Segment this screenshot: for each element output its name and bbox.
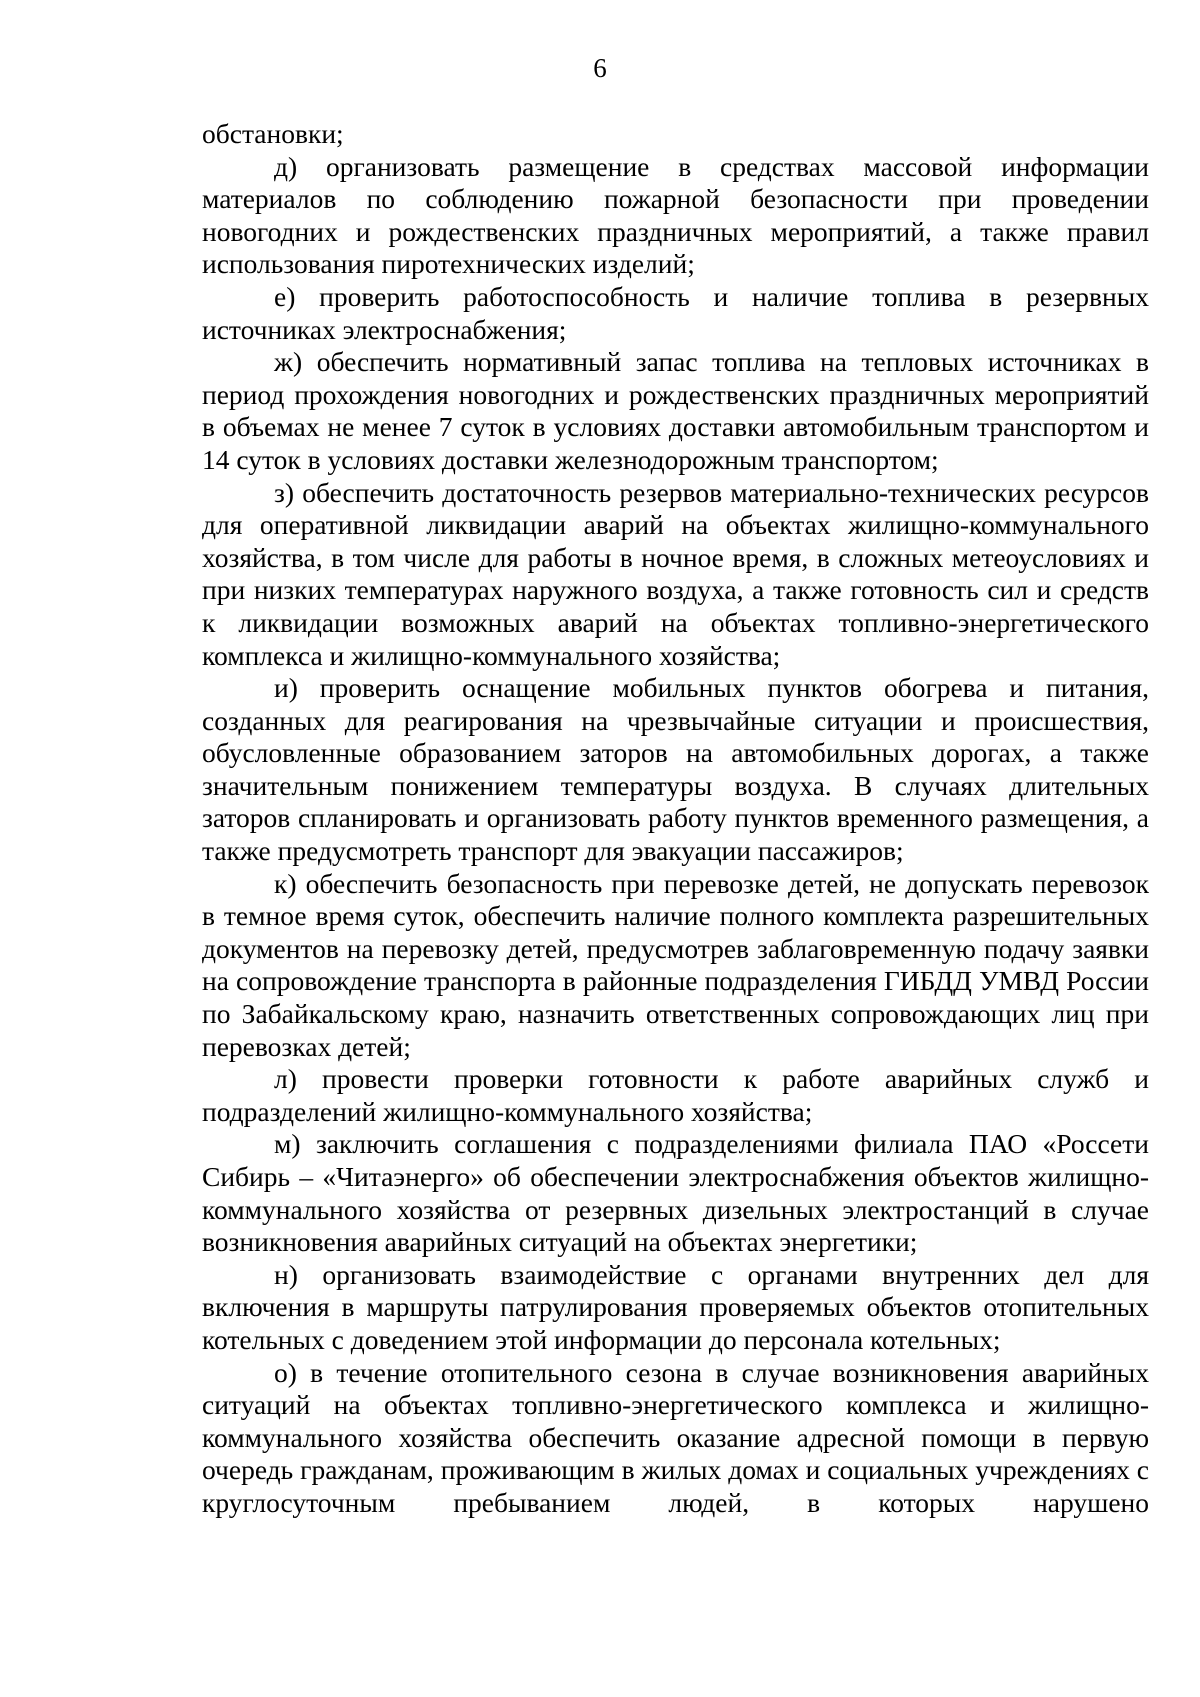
- paragraph-item-d: д) организовать размещение в средствах массовой информации материалов по соблюдению пожарной безопасности при проведении новогодних и рождественских праздничных мероприятий, а также правил использования пиротехнических изделий;: [202, 150, 1149, 280]
- paragraph-item-zh: ж) обеспечить нормативный запас топлива на тепловых источниках в период прохождения новогодних и рождественских праздничных мероприятий в объемах не менее 7 суток в условиях доставки автомобильным транспортом и 14 суток в условиях доставки железнодорожным транспортом;: [202, 346, 1149, 475]
- paragraph-continuation: обстановки;: [202, 118, 344, 149]
- paragraph-item-k: к) обеспечить безопасность при перевозке детей, не допускать перевозок в темное время суток, обеспечить наличие полного комплекта разрешительных документов на перевозку детей, предусмотрев заблаговременную подачу заявки на сопровождение транспорта в районные подразделения ГИБДД УМВД России по Забайкальскому краю, назначить ответственных сопровождающих лиц при перевозках детей;: [202, 867, 1149, 1062]
- paragraph-item-n: н) организовать взаимодействие с органами внутренних дел для включения в маршруты патрулирования проверяемых объектов отопительных котельных с доведением этой информации до персонала котельных;: [202, 1258, 1149, 1355]
- paragraph-item-z: з) обеспечить достаточность резервов материально-технических ресурсов для оперативной ликвидации аварий на объектах жилищно-коммунального хозяйства, в том числе для работы в ночное время, в сложных метеоусловиях и при низких температурах наружного воздуха, а также готовность сил и средств к ликвидации возможных аварий на объектах топливно-энергетического комплекса и жилищно-коммунального хозяйства;: [202, 476, 1149, 671]
- paragraph-item-o: о) в течение отопительного сезона в случае возникновения аварийных ситуаций на объектах топливно-энергетического комплекса и жилищно-коммунального хозяйства обеспечить оказание адресной помощи в первую очередь гражданам, проживающим в жилых домах и социальных учреждениях с круглосуточным пребыванием людей, в которых нарушено: [202, 1356, 1149, 1518]
- document-body: [202, 118, 1149, 1520]
- paragraph-item-l: л) провести проверки готовности к работе аварийных служб и подразделений жилищно-коммунального хозяйства;: [202, 1063, 1149, 1127]
- page-number: 6: [593, 53, 607, 83]
- paragraph-item-e: е) проверить работоспособность и наличие топлива в резервных источниках электроснабжения;: [202, 280, 1149, 345]
- paragraph-item-i: и) проверить оснащение мобильных пунктов обогрева и питания, созданных для реагирования на чрезвычайные ситуации и происшествия, обусловленные образованием заторов на автомобильных дорогах, а также значительным понижением температуры воздуха. В случаях длительных заторов спланировать и организовать работу пунктов временного размещения, а также предусмотреть транспорт для эвакуации пассажиров;: [202, 672, 1149, 867]
- paragraph-item-m: м) заключить соглашения с подразделениями филиала ПАО «Россети Сибирь – «Читаэнерго» об обеспечении электроснабжения объектов жилищно-коммунального хозяйства от резервных дизельных электростанций в случае возникновения аварийных ситуаций на объектах энергетики;: [202, 1128, 1149, 1258]
